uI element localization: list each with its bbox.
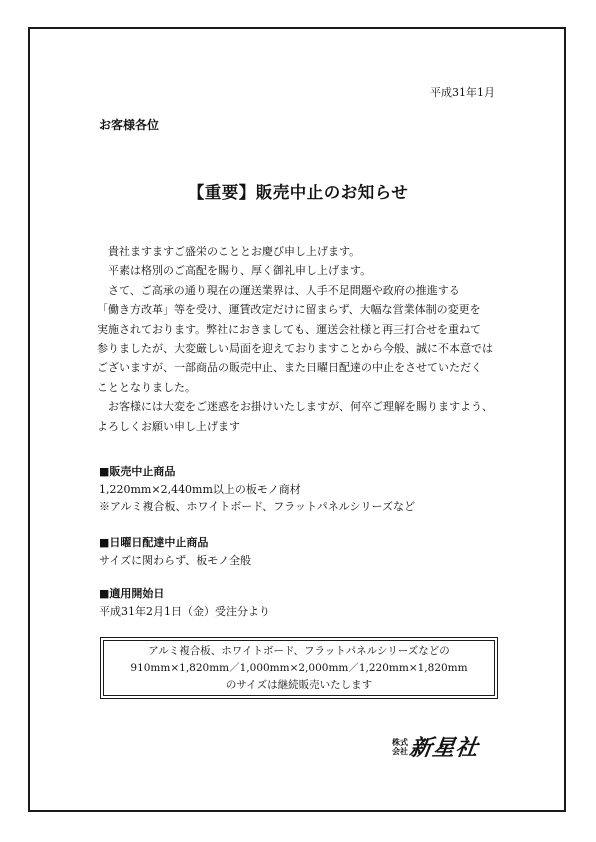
recipient-line: お客様各位 (99, 118, 160, 132)
notice-line: アルミ複合板、ホワイトボード、フラットパネルシリーズなどの (148, 645, 450, 657)
company-type-label (392, 738, 410, 756)
notice-line: のサイズは継続販売いたします (225, 679, 373, 691)
body-line: よろしくお願い申し上げます (97, 419, 240, 433)
section-heading: ■販売中止商品 (99, 465, 176, 478)
section-heading: ■日曜日配達中止商品 (99, 536, 209, 549)
body-line: 平素は格別のご高配を賜り、厚く御礼申し上げます。 (108, 264, 372, 278)
body-line: さて、ご高承の通り現在の運送業界は、人手不足問題や政府の推進する (108, 283, 460, 297)
body-line: 参りましたが、大変厳しい局面を迎えておりますことから今般、誠に不本意では (97, 342, 493, 356)
body-line: ございますが、一部商品の販売中止、また日曜日配達の中止をさせていただく (97, 361, 482, 375)
notice-inner-border (103, 640, 495, 696)
body-line: こととなりました。 (97, 380, 196, 394)
company-name: 新星社 (407, 736, 481, 761)
body-line: 実施されております。弊社におきましても、運送会社様と再三打合せを重ねて (97, 322, 481, 336)
notice-line: 910mm×1,820mm／1,000mm×2,000mm／1,220mm×1,820mm (130, 662, 468, 674)
section-start-date (99, 585, 270, 620)
continued-sales-notice-box (100, 637, 498, 699)
section-heading: ■適用開始日 (99, 587, 165, 600)
company-type-top: 株式 (392, 737, 408, 747)
body-line: 貴社ますますご盛栄のこととお慶び申し上げます。 (108, 245, 361, 258)
letter-body (97, 242, 507, 436)
document-title: 【重要】販売中止のお知らせ (187, 183, 409, 202)
section-line: 1,220mm×2,440mm以上の板モノ商材 (99, 482, 301, 496)
section-line: 平成31年2月1日（金）受注分より (99, 604, 270, 618)
section-sunday-delivery (99, 534, 251, 569)
company-logo (392, 731, 479, 762)
section-discontinued-products (99, 463, 415, 516)
company-type-bottom: 会社 (392, 746, 408, 756)
section-line: サイズに関わらず、板モノ全般 (99, 553, 252, 567)
body-line: 「働き方改革」等を受け、運賃改定だけに留まらず、大幅な営業体制の変更を (97, 303, 481, 317)
section-line: ※アルミ複合板、ホワイトボード、フラットパネルシリーズなど (99, 500, 415, 513)
body-line: お客様には大変をご迷惑をお掛けいたしますが、何卒ご理解を賜りますよう、 (108, 400, 493, 414)
document-date: 平成31年1月 (430, 86, 495, 99)
